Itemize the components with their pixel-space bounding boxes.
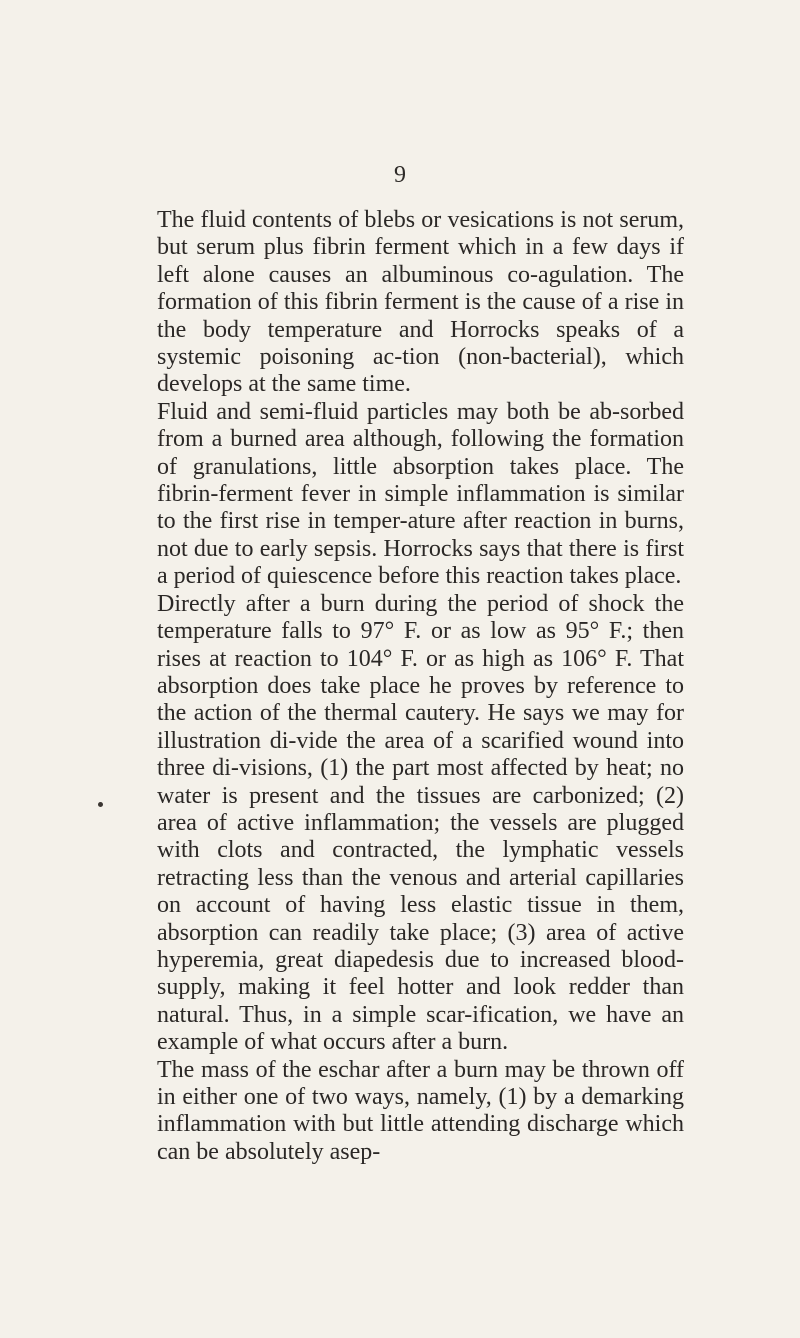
paragraph: The fluid contents of blebs or vesications is not serum, but serum plus fibrin ferment which in a few days if left alone causes an albuminous co-agulation. The formation of this fibrin ferment is the cause of a rise in the body temperature and Horrocks speaks of a systemic poisoning ac-tion (non-bacterial), which develops at the same time. — [157, 207, 684, 398]
page-number: 9 — [394, 162, 406, 188]
paragraph: Directly after a burn during the period of shock the temperature falls to 97° F. or as low as 95° F.; then rises at reaction to 104° F. or as high as 106° F. That absorption does take place he proves by reference to the action of the thermal cautery. He says we may for illustration di-vide the area of a scarified wound into three di-visions, (1) the part most affected by heat; no water is present and the tissues are carbonized; (2) area of active inflammation; the vessels are plugged with clots and contracted, the lymphatic vessels retracting less than the venous and arterial capillaries on account of having less elastic tissue in them, absorption can readily take place; (3) area of active hyperemia, great diapedesis due to increased blood-supply, making it feel hotter and look redder than natural. Thus, in a simple scar-ification, we have an example of what occurs after a burn. — [157, 590, 684, 1056]
paragraph: Fluid and semi-fluid particles may both be ab-sorbed from a burned area although, following the formation of granulations, little absorption takes place. The fibrin-ferment fever in simple inflammation is similar to the first rise in temper-ature after reaction in burns, not due to early sepsis. Horrocks says that there is first a period of quiescence before this reaction takes place. — [157, 398, 684, 590]
scan-speck — [98, 802, 103, 807]
body-text — [157, 207, 684, 1166]
paragraph: The mass of the eschar after a burn may be thrown off in either one of two ways, namely, (1) by a demarking inflammation with but little attending discharge which can be absolutely asep- — [157, 1056, 684, 1165]
